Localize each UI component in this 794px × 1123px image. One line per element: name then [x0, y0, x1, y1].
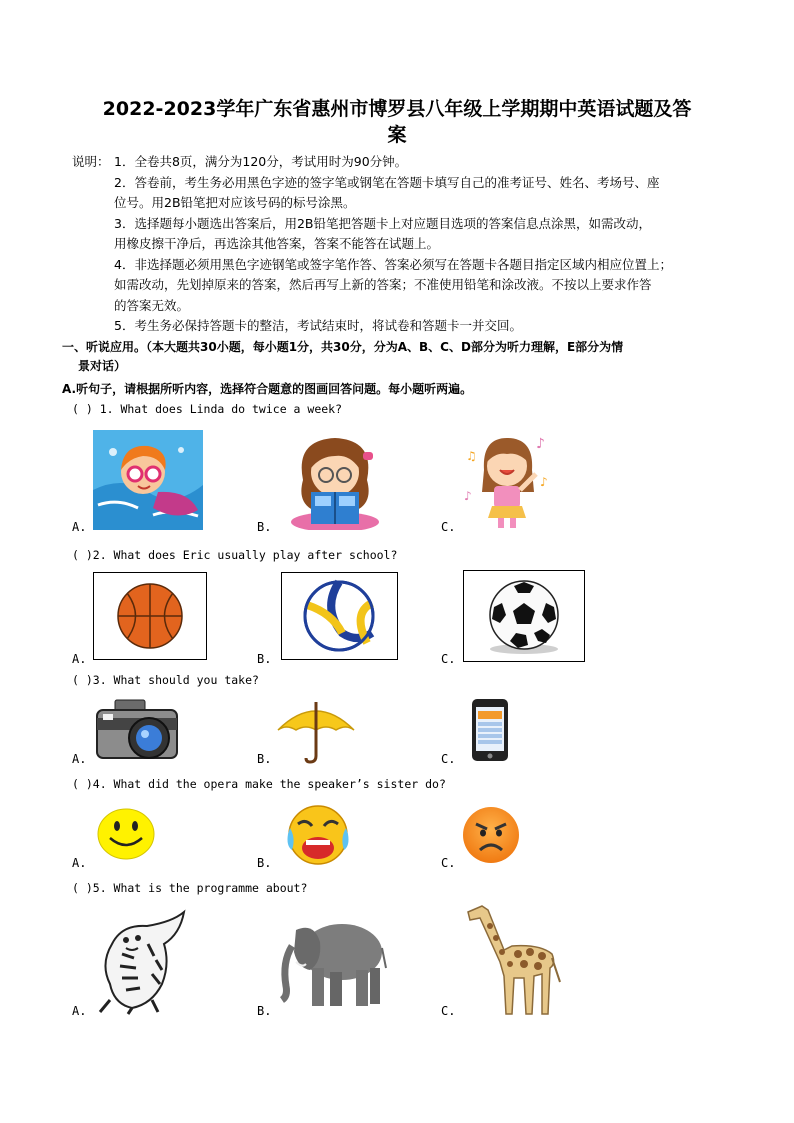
- q2-option-c-label: C.: [441, 652, 456, 666]
- question-5: ( )5. What is the programme about?: [72, 881, 308, 895]
- q5-option-c-label: C.: [441, 1004, 456, 1018]
- section-1-line-1: 一、听说应用。（本大题共30小题，每小题1分，共30分，分为A、B、C、D部分为听力理解，E部分为情: [62, 340, 624, 354]
- q3-option-c-label: C.: [441, 752, 456, 766]
- part-a-heading: A.听句子，请根据所听内容，选择符合题意的图画回答问题。每小题听两遍。: [62, 382, 473, 396]
- camera-image: [93, 696, 181, 764]
- q3-option-a-label: A.: [72, 752, 87, 766]
- q5-option-a-label: A.: [72, 1004, 87, 1018]
- exam-instructions: [72, 152, 728, 337]
- instruction-2-cont: 位号。用2B铅笔把对应该号码的标号涂黑。: [114, 195, 356, 210]
- page-title: [60, 96, 734, 148]
- happy-face-image: [96, 806, 156, 862]
- title-line-1: 2022-2023学年广东省惠州市博罗县八年级上学期期中英语试题及答: [102, 98, 692, 120]
- mobile-phone-image: [470, 697, 510, 763]
- q4-option-c-label: C.: [441, 856, 456, 870]
- svg-text:♪: ♪: [536, 436, 545, 452]
- singing-girl-image: [462, 430, 552, 530]
- basketball-image: [94, 573, 206, 659]
- question-1: ( ) 1. What does Linda do twice a week?: [72, 402, 343, 416]
- q4-option-b-label: B.: [257, 856, 272, 870]
- basketball-frame: [93, 572, 207, 660]
- q1-option-c-label: C.: [441, 520, 456, 534]
- q4-option-a-label: A.: [72, 856, 87, 870]
- section-1-line-2: 景对话）: [78, 359, 127, 373]
- title-line-2: 案: [387, 124, 407, 146]
- svg-text:♫: ♫: [466, 449, 477, 463]
- q5-option-b-label: B.: [257, 1004, 272, 1018]
- instruction-2: 2．答卷前，考生务必用黑色字迹的签字笔或钢笔在答题卡填写自己的准考证号、姓名、考场号、座: [114, 174, 660, 190]
- soccer-ball-frame: [463, 570, 585, 662]
- volleyball-image: [282, 573, 397, 659]
- q1-option-b-label: B.: [257, 520, 272, 534]
- question-2: ( )2. What does Eric usually play after school?: [72, 548, 398, 562]
- soccer-ball-image: [464, 571, 584, 661]
- q2-option-b-label: B.: [257, 652, 272, 666]
- instruction-5: 5．考生务必保持答题卡的整洁，考试结束时，将试卷和答题卡一并交回。: [114, 318, 522, 333]
- giraffe-image: [460, 898, 564, 1018]
- instruction-4-cont-1: 如需改动，先划掉原来的答案，然后再写上新的答案；不准使用铅笔和涂改液。不按以上要求作答: [114, 277, 652, 292]
- svg-text:♪: ♪: [464, 489, 472, 503]
- angry-face-image: [462, 804, 520, 866]
- volleyball-frame: [281, 572, 398, 660]
- tiger-image: [92, 904, 192, 1016]
- q1-option-a-label: A.: [72, 520, 87, 534]
- question-3: ( )3. What should you take?: [72, 673, 259, 687]
- question-4: ( )4. What did the opera make the speaker’s sister do?: [72, 777, 446, 791]
- section-1-heading: [62, 338, 730, 376]
- crying-face-image: [282, 804, 354, 866]
- q2-option-a-label: A.: [72, 652, 87, 666]
- instruction-3-cont: 用橡皮擦干净后，再选涂其他答案，答案不能答在试题上。: [114, 236, 440, 251]
- instruction-3: 3．选择题每小题选出答案后，用2B铅笔把答题卡上对应题目选项的答案信息点涂黑，如需改动，: [114, 215, 651, 231]
- umbrella-image: [276, 696, 356, 764]
- q3-option-b-label: B.: [257, 752, 272, 766]
- instructions-lead: 说明：: [72, 154, 110, 169]
- reading-girl-image: [285, 430, 385, 530]
- instruction-4-cont-2: 的答案无效。: [114, 297, 190, 313]
- instruction-1: 1．全卷共8页，满分为120分，考试用时为90分钟。: [114, 154, 408, 169]
- swimming-girl-image: [93, 430, 203, 530]
- svg-text:♪: ♪: [540, 475, 548, 489]
- instruction-4: 4．非选择题必须用黑色字迹钢笔或签字笔作答、答案必须写在答题卡各题目指定区域内相应位置上；: [114, 256, 672, 272]
- elephant-image: [276, 912, 388, 1012]
